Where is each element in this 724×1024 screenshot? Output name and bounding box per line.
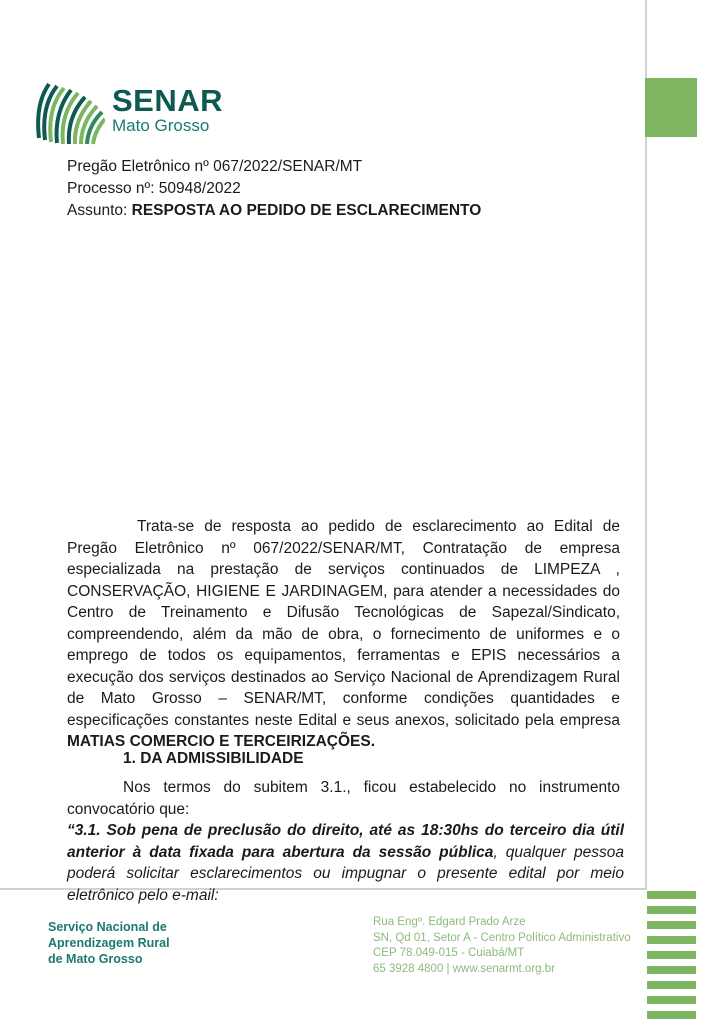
brand-region: Mato Grosso [112, 115, 210, 135]
section-intro-paragraph: Nos termos do subitem 3.1., ficou estabelecido no instrumento convocatório que: [67, 779, 620, 818]
assunto-label: Assunto: [67, 202, 132, 219]
footer-address-line: 65 3928 4800 | www.senarmt.org.br [373, 962, 555, 975]
footer-org-line: de Mato Grosso [48, 952, 143, 966]
quote-regular-text: , qualquer pessoa poderá solicitar esclarecimentos ou impugnar o presente edital por meio eletrônico pelo e-mail: [67, 843, 624, 904]
footer-stripes-decoration [647, 891, 696, 1024]
green-accent-square [645, 78, 697, 137]
header-assunto-line [67, 200, 481, 222]
section-heading: 1. DA ADMISSIBILIDADE [123, 750, 304, 767]
quote-bold-text: “3.1. Sob pena de preclusão do direito, até as 18:30hs do terceiro dia útil anterior à data fixada para abertura da sessão pública [67, 822, 624, 861]
document-header [67, 156, 481, 222]
footer-org-line: Aprendizagem Rural [48, 936, 170, 950]
footer-address-line: Rua Engº. Edgard Prado Arze [373, 916, 526, 928]
footer-org-name [48, 919, 170, 967]
senar-sheaf-icon [33, 74, 105, 146]
main-paragraph [67, 516, 620, 753]
header-pregao-line: Pregão Eletrônico nº 067/2022/SENAR/MT [67, 158, 363, 175]
assunto-value: RESPOSTA AO PEDIDO DE ESCLARECIMENTO [131, 202, 482, 219]
main-paragraph-text: Trata-se de resposta ao pedido de esclarecimento ao Edital de Pregão Eletrônico nº 067/2022/SENAR/MT, Contratação de empresa especializada na prestação de serviços continuados de LIMPEZA , CONSERVAÇÃO, HIGIENE E JARDINAGEM, para atender a necessidades do Centro de Treinamento e Difusão Tecnológicas de Sapezal/Sindicato, compreendendo, além da mão de obra, o fornecimento de uniformes e o emprego de todos os equipamentos, ferramentas e EPIS necessários a execução dos serviços destinados ao Serviço Nacional de Aprendizagem Rural de Mato Grosso – SENAR/MT, conforme condições quantidades e especificações constantes neste Edital e seus anexos, solicitado pela empresa [67, 518, 620, 729]
footer-org-line: Serviço Nacional de [48, 920, 167, 934]
header-processo-line: Processo nº: 50948/2022 [67, 180, 241, 197]
company-name-bold: MATIAS COMERCIO E TERCEIRIZAÇÕES. [67, 733, 376, 750]
senar-logo [33, 74, 223, 146]
footer-address-line: CEP 78.049-015 - Cuiabá/MT [373, 947, 525, 959]
quote-paragraph [67, 820, 624, 906]
logo-text-block [112, 82, 224, 136]
brand-name: SENAR [112, 82, 224, 118]
footer-address-line: SN, Qd 01, Setor A - Centro Político Administrativo [373, 931, 631, 944]
footer-address [373, 915, 631, 977]
